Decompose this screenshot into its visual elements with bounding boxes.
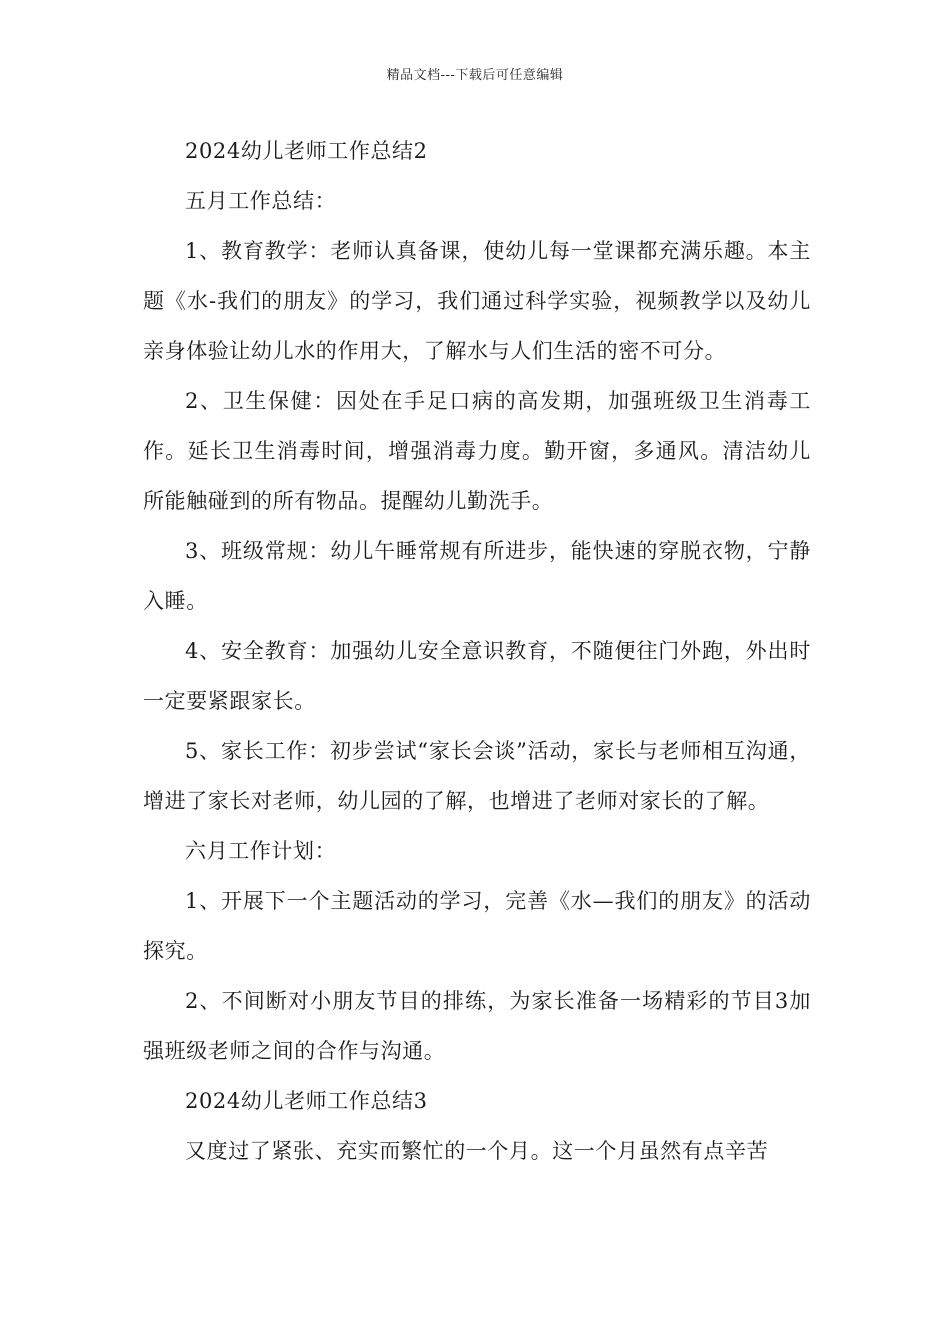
subsection-title: 六月工作计划：	[185, 839, 337, 863]
paragraph: 4、安全教育：加强幼儿安全意识教育，不随便往门外跑，外出时一定要紧跟家长。	[143, 639, 811, 713]
section-title: 2024幼儿老师工作总结2	[185, 139, 428, 163]
section-title: 2024幼儿老师工作总结3	[185, 1089, 428, 1113]
paragraph: 5、家长工作：初步尝试“家长会谈”活动，家长与老师相互沟通，增进了家长对老师，幼儿园的了解，也增进了老师对家长的了解。	[143, 739, 811, 813]
paragraph: 1、开展下一个主题活动的学习，完善《水—我们的朋友》的活动探究。	[143, 889, 811, 963]
paragraph: 2、卫生保健：因处在手足口病的高发期，加强班级卫生消毒工作。延长卫生消毒时间，增强消毒力度。勤开窗，多通风。清洁幼儿所能触碰到的所有物品。提醒幼儿勤洗手。	[143, 389, 811, 513]
paragraph: 1、教育教学：老师认真备课，使幼儿每一堂课都充满乐趣。本主题《水-我们的朋友》的学习，我们通过科学实验，视频教学以及幼儿亲身体验让幼儿水的作用大，了解水与人们生活的密不可分。	[143, 239, 811, 363]
page-header: 精品文档---下载后可任意编辑	[386, 68, 564, 83]
subsection-title: 五月工作总结：	[185, 189, 337, 213]
paragraph: 2、不间断对小朋友节目的排练，为家长准备一场精彩的节目3加强班级老师之间的合作与沟通。	[143, 989, 811, 1063]
paragraph: 又度过了紧张、充实而繁忙的一个月。这一个月虽然有点辛苦	[185, 1139, 769, 1163]
document-body	[143, 126, 811, 1176]
paragraph: 3、班级常规：幼儿午睡常规有所进步，能快速的穿脱衣物，宁静入睡。	[143, 539, 811, 613]
